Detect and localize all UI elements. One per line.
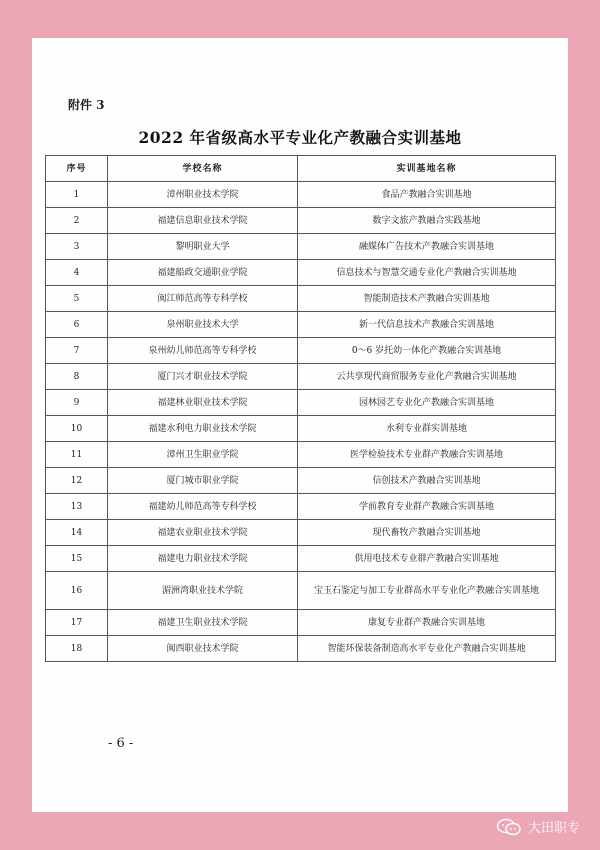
school-name: 漳州卫生职业学院 (108, 442, 298, 468)
row-number: 10 (46, 416, 108, 442)
school-name: 闽江师范高等专科学校 (108, 286, 298, 312)
table-row (46, 572, 556, 610)
table-row (46, 636, 556, 662)
base-name: 智能制造技术产教融合实训基地 (298, 286, 556, 312)
row-number: 13 (46, 494, 108, 520)
row-number: 2 (46, 208, 108, 234)
school-name: 黎明职业大学 (108, 234, 298, 260)
school-name: 福建电力职业技术学院 (108, 546, 298, 572)
training-base-table (45, 155, 556, 662)
row-number: 7 (46, 338, 108, 364)
base-name: 医学检验技术专业群产教融合实训基地 (298, 442, 556, 468)
table-row (46, 286, 556, 312)
base-name: 新一代信息技术产教融合实训基地 (298, 312, 556, 338)
table-row (46, 364, 556, 390)
base-name: 学前教育专业群产教融合实训基地 (298, 494, 556, 520)
document-title: 2022 年省级高水平专业化产教融合实训基地 (138, 128, 462, 147)
row-number: 5 (46, 286, 108, 312)
table-row (46, 442, 556, 468)
table-row (46, 182, 556, 208)
base-name: 0～6 岁托幼一体化产教融合实训基地 (298, 338, 556, 364)
table-row (46, 234, 556, 260)
base-name: 数字文旅产教融合实践基地 (298, 208, 556, 234)
wechat-icon (496, 818, 522, 836)
base-name: 水利专业群实训基地 (298, 416, 556, 442)
school-name: 泉州幼儿师范高等专科学校 (108, 338, 298, 364)
watermark-text: 大田职专 (527, 821, 580, 836)
header-number: 序号 (46, 156, 108, 182)
header-base: 实训基地名称 (298, 156, 556, 182)
table-row (46, 338, 556, 364)
base-name: 康复专业群产教融合实训基地 (298, 610, 556, 636)
base-name: 供用电技术专业群产教融合实训基地 (298, 546, 556, 572)
row-number: 6 (46, 312, 108, 338)
school-name: 厦门兴才职业技术学院 (108, 364, 298, 390)
base-name: 信创技术产教融合实训基地 (298, 468, 556, 494)
school-name: 福建幼儿师范高等专科学校 (108, 494, 298, 520)
row-number: 17 (46, 610, 108, 636)
base-name: 融媒体广告技术产教融合实训基地 (298, 234, 556, 260)
school-name: 福建林业职业技术学院 (108, 390, 298, 416)
school-name: 福建信息职业技术学院 (108, 208, 298, 234)
base-name: 食品产教融合实训基地 (298, 182, 556, 208)
header-school: 学校名称 (108, 156, 298, 182)
table-row (46, 208, 556, 234)
school-name: 湄洲湾职业技术学院 (108, 572, 298, 610)
table-row (46, 520, 556, 546)
table-row (46, 260, 556, 286)
table-row (46, 494, 556, 520)
table-row (46, 468, 556, 494)
table-row (46, 390, 556, 416)
row-number: 14 (46, 520, 108, 546)
row-number: 18 (46, 636, 108, 662)
school-name: 闽西职业技术学院 (108, 636, 298, 662)
row-number: 4 (46, 260, 108, 286)
school-name: 漳州职业技术学院 (108, 182, 298, 208)
page-number: - 6 - (108, 736, 134, 751)
school-name: 福建农业职业技术学院 (108, 520, 298, 546)
table-row (46, 416, 556, 442)
row-number: 3 (46, 234, 108, 260)
base-name: 宝玉石鉴定与加工专业群高水平专业化产教融合实训基地 (298, 572, 556, 610)
row-number: 16 (46, 572, 108, 610)
base-name: 现代畜牧产教融合实训基地 (298, 520, 556, 546)
school-name: 福建水利电力职业技术学院 (108, 416, 298, 442)
base-name: 智能环保装备制造高水平专业化产教融合实训基地 (298, 636, 556, 662)
table-header-row (46, 156, 556, 182)
row-number: 1 (46, 182, 108, 208)
school-name: 福建船政交通职业学院 (108, 260, 298, 286)
row-number: 11 (46, 442, 108, 468)
table-row (46, 610, 556, 636)
school-name: 泉州职业技术大学 (108, 312, 298, 338)
watermark (496, 817, 580, 836)
table-body (46, 182, 556, 662)
base-name: 园林园艺专业化产教融合实训基地 (298, 390, 556, 416)
row-number: 12 (46, 468, 108, 494)
attachment-label: 附件 3 (68, 98, 105, 112)
base-name: 云共享现代商贸服务专业化产教融合实训基地 (298, 364, 556, 390)
table-row (46, 546, 556, 572)
row-number: 15 (46, 546, 108, 572)
row-number: 9 (46, 390, 108, 416)
base-name: 信息技术与智慧交通专业化产教融合实训基地 (298, 260, 556, 286)
row-number: 8 (46, 364, 108, 390)
school-name: 福建卫生职业技术学院 (108, 610, 298, 636)
school-name: 厦门城市职业学院 (108, 468, 298, 494)
table-row (46, 312, 556, 338)
